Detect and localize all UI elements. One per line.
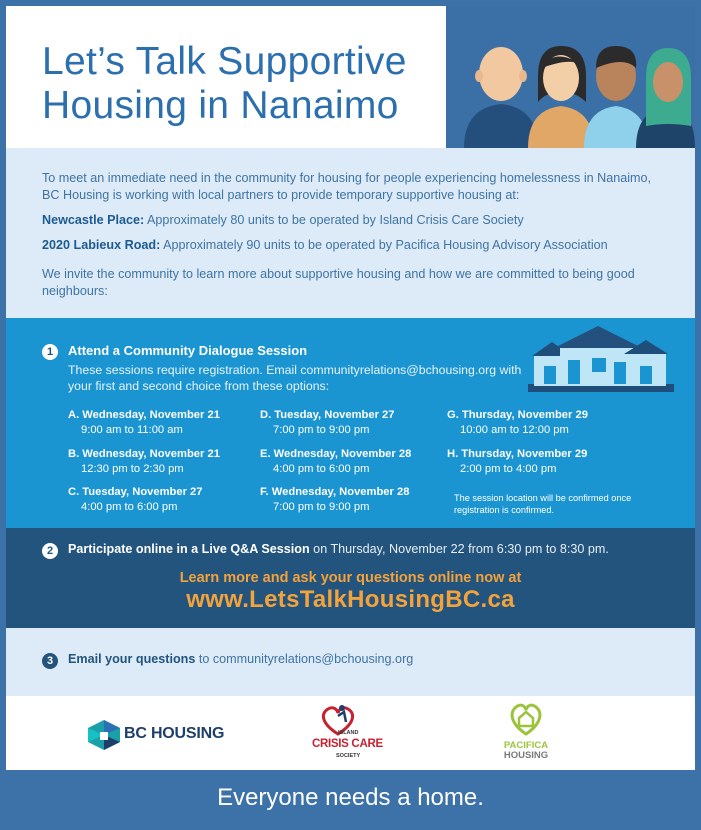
session-time: 10:00 am to 12:00 pm	[460, 424, 569, 436]
people-illustration	[446, 6, 695, 148]
pacifica-text: PACIFICA	[503, 740, 549, 751]
people-icon	[446, 6, 695, 148]
session-time: 7:00 pm to 9:00 pm	[273, 501, 370, 513]
session-day: G. Thursday, November 29	[447, 409, 588, 421]
session-day: A. Wednesday, November 21	[68, 409, 220, 421]
step-number-3: 3	[42, 653, 58, 669]
session-option-e	[260, 447, 411, 477]
location-newcastle	[42, 212, 659, 229]
email-section	[6, 628, 695, 696]
step2-detail: on Thursday, November 22 from 6:30 pm to 8:30 pm.	[309, 542, 609, 556]
title-line-2: Housing in Nanaimo	[42, 84, 399, 127]
session-option-d	[260, 408, 395, 438]
session-time: 7:00 pm to 9:00 pm	[273, 424, 370, 436]
online-session-section	[6, 528, 695, 628]
session-day: B. Wednesday, November 21	[68, 448, 220, 460]
location-detail: Approximately 80 units to be operated by Island Crisis Care Society	[147, 213, 524, 227]
icc-main-text: CRISIS CARE	[312, 738, 383, 750]
email-address[interactable]: to communityrelations@bchousing.org	[195, 652, 414, 666]
session-day: H. Thursday, November 29	[447, 448, 588, 460]
footer-tagline: Everyone needs a home.	[217, 784, 484, 811]
page-title	[42, 40, 442, 128]
step-number-1: 1	[42, 344, 58, 360]
step-number-2: 2	[42, 543, 58, 559]
pacifica-housing-logo	[496, 702, 556, 766]
session-time: 4:00 pm to 6:00 pm	[273, 463, 370, 475]
step3-title: Email your questions	[68, 652, 196, 666]
icc-top-text: ISLAND	[338, 730, 359, 736]
houses-icon	[528, 326, 674, 394]
location-labieux	[42, 237, 659, 254]
step1-description: These sessions require registration. Email communityrelations@bchousing.org with your first and second choice from these options:	[68, 363, 522, 393]
housing-text: HOUSING	[503, 750, 549, 761]
step2-title: Participate online in a Live Q&A Session	[68, 542, 310, 556]
session-day: D. Tuesday, November 27	[260, 409, 395, 421]
session-option-g	[447, 408, 588, 438]
bc-housing-logo-text: BC HOUSING	[124, 725, 225, 742]
session-option-c	[68, 485, 203, 515]
pacifica-heart-house-icon	[508, 702, 544, 736]
dialogue-session-section	[6, 318, 695, 528]
intro-paragraph: To meet an immediate need in the community for housing for people experiencing homelessness in Nanaimo, BC Housing is working with local partners to provide temporary supportive housing at:	[42, 171, 652, 202]
website-link[interactable]: www.LetsTalkHousingBC.ca	[186, 586, 515, 613]
island-crisis-care-logo	[306, 704, 386, 764]
intro-section	[6, 148, 695, 318]
session-location-note: The session location will be confirmed once registration is confirmed.	[454, 493, 632, 515]
session-time: 9:00 am to 11:00 am	[81, 424, 183, 436]
session-time: 2:00 pm to 4:00 pm	[460, 463, 557, 475]
session-day: C. Tuesday, November 27	[68, 486, 203, 498]
location-detail: Approximately 90 units to be operated by Pacifica Housing Advisory Association	[163, 238, 608, 252]
location-name: Newcastle Place:	[42, 213, 145, 227]
partner-logos	[6, 696, 695, 770]
bc-housing-logo-icon	[88, 720, 120, 750]
step3-line	[68, 652, 413, 666]
header	[6, 6, 695, 148]
session-option-a	[68, 408, 220, 438]
session-option-h	[447, 447, 587, 477]
step2-line	[68, 542, 609, 556]
icc-bottom-text: SOCIETY	[336, 753, 361, 759]
session-option-b	[68, 447, 220, 477]
session-time: 12:30 pm to 2:30 pm	[81, 463, 184, 475]
title-line-1: Let’s Talk Supportive	[42, 40, 407, 83]
footer	[0, 770, 701, 830]
session-option-f	[260, 485, 409, 515]
step1-title: Attend a Community Dialogue Session	[68, 343, 308, 358]
session-time: 4:00 pm to 6:00 pm	[81, 501, 178, 513]
session-day: F. Wednesday, November 28	[260, 486, 410, 498]
invite-paragraph: We invite the community to learn more about supportive housing and how we are committed to being good neighbours:	[42, 267, 635, 298]
location-name: 2020 Labieux Road:	[42, 238, 161, 252]
learn-more-text: Learn more and ask your questions online now at	[179, 570, 522, 586]
session-day: E. Wednesday, November 28	[260, 448, 412, 460]
